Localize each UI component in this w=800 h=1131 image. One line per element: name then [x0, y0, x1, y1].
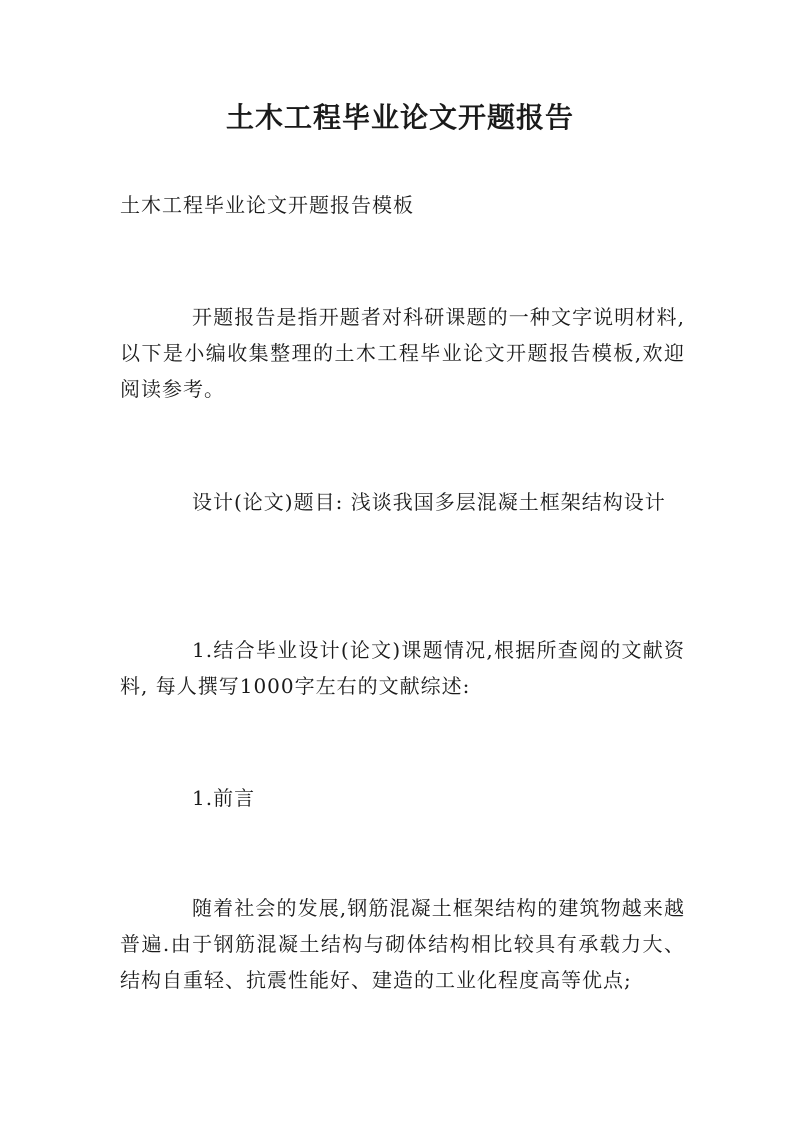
body-paragraph: 随着社会的发展,钢筋混凝土框架结构的建筑物越来越普遍.由于钢筋混凝土结构与砌体结构相比较具有承载力大、结构自重轻、抗震性能好、建造的工业化程度高等优点; [120, 896, 685, 992]
intro-paragraph: 开题报告是指开题者对科研课题的一种文字说明材料,以下是小编收集整理的土木工程毕业论文开题报告模板,欢迎阅读参考。 [120, 305, 685, 401]
document-subtitle: 土木工程毕业论文开题报告模板 [120, 193, 414, 217]
preface-heading: 1.前言 [192, 786, 256, 810]
item-1-paragraph: 1.结合毕业设计(论文)课题情况,根据所查阅的文献资料, 每人撰写1000字左右的文献综述: [120, 638, 685, 698]
topic-paragraph: 设计(论文)题目: 浅谈我国多层混凝土框架结构设计 [192, 490, 666, 514]
document-title: 土木工程毕业论文开题报告 [225, 101, 574, 134]
